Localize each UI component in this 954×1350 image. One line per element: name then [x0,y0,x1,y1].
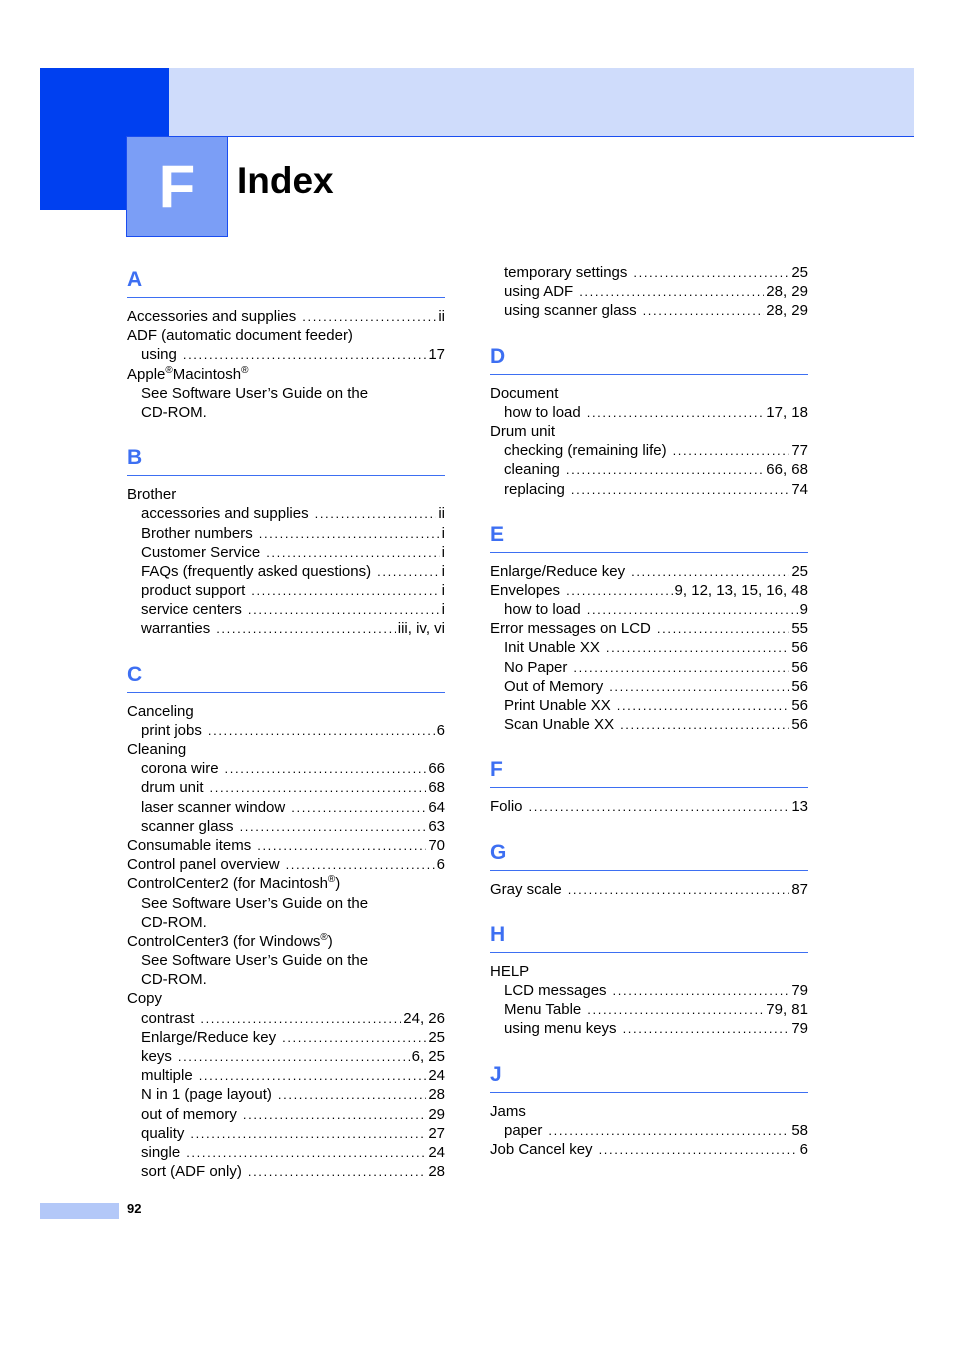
index-subentry [127,345,445,364]
dot-leader [186,1143,426,1162]
index-page-refs: i [441,543,445,561]
index-section-heading: C [127,658,445,693]
index-term: single [141,1143,181,1161]
dot-leader [633,263,789,282]
index-subentry [490,1121,808,1140]
index-term: Drum unit [490,422,556,440]
index-term: service centers [141,601,242,619]
index-page-refs: 87 [791,880,808,898]
index-entry [127,485,445,504]
index-term: using menu keys [504,1020,617,1038]
index-term: Gray scale [490,880,562,898]
index-column-right [490,263,808,1159]
section-spacer [490,734,808,753]
index-page-refs: 63 [428,817,445,835]
index-subentry [490,301,808,320]
index-term: HELP [490,962,530,980]
index-term: Print Unable XX [504,697,611,714]
index-term: temporary settings [504,264,628,281]
index-term: Accessories and supplies [127,308,297,325]
index-subentry [127,817,445,836]
index-subentry [127,543,445,562]
index-subentry [127,1028,445,1047]
index-term: See Software User’s Guide on the [141,384,369,402]
index-subentry [490,441,808,460]
dot-leader [377,562,440,581]
index-page-refs: 25 [428,1028,445,1046]
dot-leader [210,778,427,797]
index-entry [490,422,808,441]
index-page-refs: 28 [428,1163,445,1181]
index-term: quality [141,1124,185,1142]
index-subentry [127,581,445,600]
index-page-refs: 24, 26 [403,1009,445,1027]
index-page-refs: iii, iv, vi [397,620,445,638]
index-term: Document [490,384,559,402]
index-page-refs: 56 [791,716,808,734]
dot-leader [248,1162,426,1181]
index-subentry [127,1143,445,1162]
index-subentry [127,1085,445,1104]
page-title: Index [237,160,334,201]
index-term: how to load [504,601,581,619]
index-subentry [127,524,445,543]
index-subentry [127,600,445,619]
index-page-refs: 27 [428,1124,445,1142]
dot-leader [573,658,789,677]
index-term: drum unit [141,779,204,797]
index-term: Init Unable XX [504,639,600,657]
index-term: keys [141,1048,172,1065]
dot-leader [266,543,439,562]
dot-leader [216,619,396,638]
index-page-refs: 29 [428,1105,445,1123]
dot-leader [291,798,426,817]
index-subentry [127,759,445,778]
index-term: Jams [490,1102,526,1120]
index-subentry [490,677,808,696]
index-page-refs: 9 [799,601,808,619]
index-term: how to load [504,403,581,421]
dot-leader [571,480,789,499]
index-term: CD-ROM. [141,913,207,931]
index-entry [127,326,445,345]
footer-bar [40,1203,119,1219]
dot-leader [200,1009,401,1028]
index-term: Out of Memory [504,677,604,695]
index-term: using scanner glass [504,302,637,320]
index-entry [490,797,808,816]
index-term: out of memory [141,1105,237,1123]
index-section-heading: F [490,753,808,788]
index-subentry [127,403,445,422]
section-spacer [127,422,445,441]
index-page-refs: 56 [791,677,808,695]
index-page-refs: 70 [428,836,445,854]
index-term: Error messages on LCD [490,620,651,638]
index-page-refs: 79 [791,981,808,999]
section-spacer [490,321,808,340]
index-section-heading: B [127,441,445,476]
index-page-refs: 66, 68 [766,461,808,479]
index-term: paper [504,1121,543,1139]
index-entry [127,702,445,721]
dot-leader [606,638,789,657]
index-page-refs: i [441,601,445,619]
index-subentry [127,1047,445,1066]
dot-leader [617,696,790,715]
index-term: replacing [504,480,565,498]
index-term: Apple®Macintosh® [127,364,249,383]
dot-leader [257,836,426,855]
section-spacer [127,639,445,658]
index-subentry [490,658,808,677]
dot-leader [199,1066,427,1085]
index-term: Scan Unable XX [504,716,615,734]
index-entry [490,562,808,581]
index-subentry [490,638,808,657]
index-entry [490,581,808,600]
index-page-refs: i [441,524,445,542]
index-section-heading: G [490,836,808,871]
index-page-refs: 6 [799,1140,808,1158]
index-entry [127,307,445,326]
dot-leader [282,1028,426,1047]
index-term: using ADF [504,283,574,301]
dot-leader [251,581,439,600]
index-section-heading: D [490,340,808,375]
index-term: See Software User’s Guide on the [141,952,369,970]
index-page-refs: 68 [428,779,445,797]
index-term: cleaning [504,461,560,479]
index-subentry [127,798,445,817]
index-term: ADF (automatic document feeder) [127,327,353,345]
index-subentry [490,403,808,422]
dot-leader [529,797,790,816]
dot-leader [278,1085,426,1104]
index-term: Job Cancel key [490,1140,593,1158]
index-page-refs: 56 [791,658,808,676]
index-page-refs: 77 [791,442,808,460]
index-page-refs: ii [438,505,445,523]
index-page-refs: 25 [791,562,808,580]
index-term: See Software User’s Guide on the [141,894,369,912]
index-term: using [141,346,177,364]
dot-leader [643,301,765,320]
index-term: Cleaning [127,741,187,758]
index-term: No Paper [504,658,568,676]
chapter-letter: F [126,136,228,237]
index-subentry [127,504,445,523]
index-term: N in 1 (page layout) [141,1086,272,1104]
dot-leader [566,581,672,600]
index-page-refs: 56 [791,697,808,714]
dot-leader [178,1047,410,1066]
index-subentry [490,696,808,715]
index-subentry [127,778,445,797]
dot-leader [587,1000,764,1019]
index-entry [490,1140,808,1159]
index-entry [490,962,808,981]
dot-leader [225,759,427,778]
index-term: CD-ROM. [141,971,207,989]
index-term: FAQs (frequently asked questions) [141,562,372,580]
index-page-refs: 74 [791,480,808,498]
index-term: Copy [127,990,163,1008]
dot-leader [248,600,440,619]
index-page-refs: 28 [428,1086,445,1104]
index-term: Brother [127,486,177,504]
index-column-left [127,263,445,1181]
dot-leader [587,403,765,422]
dot-leader [613,981,790,1000]
index-entry [127,855,445,874]
index-entry [490,384,808,403]
index-section-heading: A [127,263,445,298]
index-page-refs: 28, 29 [766,283,808,301]
dot-leader [286,855,435,874]
index-entry [127,932,445,951]
index-page-refs: 24 [428,1067,445,1085]
index-subentry [490,981,808,1000]
index-subentry [490,1019,808,1038]
index-page-refs: 79, 81 [766,1001,808,1019]
index-term: Brother numbers [141,524,253,542]
index-entry [127,874,445,893]
index-section-heading: H [490,918,808,953]
index-term: Canceling [127,702,194,720]
index-section-heading: J [490,1058,808,1093]
index-page-refs: 9, 12, 13, 15, 16, 48 [674,581,808,599]
index-term: warranties [141,620,211,638]
index-subentry [490,1000,808,1019]
dot-leader [657,619,789,638]
index-page-refs: 64 [428,798,445,816]
dot-leader [631,562,789,581]
index-term: Folio [490,798,523,816]
index-subentry [127,913,445,932]
dot-leader [620,715,789,734]
dot-leader [673,441,790,460]
index-section-heading: E [490,518,808,553]
index-term: Enlarge/Reduce key [141,1028,277,1046]
dot-leader [190,1124,426,1143]
index-subentry [127,951,445,970]
dot-leader [259,524,440,543]
index-term: accessories and supplies [141,505,309,523]
index-term: sort (ADF only) [141,1163,242,1181]
index-term: print jobs [141,721,202,739]
dot-leader [587,600,798,619]
index-term: ControlCenter3 (for Windows®) [127,931,333,950]
index-page-refs: 6 [436,856,445,874]
index-term: Envelopes [490,581,561,599]
dot-leader [240,817,427,836]
index-subentry [490,600,808,619]
index-subentry [127,562,445,581]
index-subentry [127,1066,445,1085]
index-term: ControlCenter2 (for Macintosh®) [127,874,341,893]
index-subentry [127,721,445,740]
index-term: LCD messages [504,981,607,999]
index-page-refs: 66 [428,760,445,778]
index-page-refs: i [441,582,445,600]
index-term: contrast [141,1009,195,1027]
dot-leader [579,282,764,301]
dot-leader [548,1121,789,1140]
index-subentry [127,970,445,989]
index-page-refs: 17 [428,346,445,364]
index-entry [490,619,808,638]
index-subentry [127,894,445,913]
index-term: Enlarge/Reduce key [490,562,626,580]
index-subentry [127,384,445,403]
index-page-refs: 24 [428,1143,445,1161]
index-term: Menu Table [504,1001,582,1019]
index-term: corona wire [141,760,219,778]
index-subentry [490,460,808,479]
index-page-refs: 25 [791,264,808,281]
index-term: product support [141,582,246,600]
index-term: scanner glass [141,817,234,835]
index-entry [490,880,808,899]
index-term: CD-ROM. [141,403,207,421]
index-term: Consumable items [127,836,252,854]
dot-leader [183,345,426,364]
index-term: laser scanner window [141,798,286,816]
index-entry [127,365,445,384]
section-spacer [490,899,808,918]
dot-leader [566,460,764,479]
index-subentry [490,480,808,499]
index-entry [490,1102,808,1121]
index-subentry [127,1105,445,1124]
index-subentry [490,715,808,734]
index-subentry [127,1009,445,1028]
index-term: multiple [141,1067,193,1085]
dot-leader [315,504,437,523]
index-page-refs: 28, 29 [766,302,808,320]
section-spacer [490,817,808,836]
dot-leader [302,307,436,326]
index-page-refs: 55 [791,620,808,638]
index-term: Customer Service [141,543,261,561]
index-page-refs: 13 [791,798,808,816]
index-page-refs: 6, 25 [411,1048,445,1065]
index-page-refs: 6 [436,721,445,739]
section-spacer [490,1039,808,1058]
index-subentry [490,282,808,301]
index-page-refs: i [441,562,445,580]
page-number: 92 [127,1201,142,1216]
index-term: Control panel overview [127,856,280,874]
index-entry [127,836,445,855]
section-spacer [490,499,808,518]
index-page-refs: 56 [791,639,808,657]
dot-leader [568,880,790,899]
index-subentry [490,263,808,282]
dot-leader [623,1019,790,1038]
index-page-refs: 58 [791,1121,808,1139]
index-page-refs: 79 [791,1020,808,1038]
index-page-refs: 17, 18 [766,403,808,421]
dot-leader [208,721,435,740]
index-entry [127,740,445,759]
index-page-refs: ii [438,308,445,325]
dot-leader [599,1140,798,1159]
header-band [169,68,914,137]
index-subentry [127,619,445,638]
index-subentry [127,1162,445,1181]
index-entry [127,989,445,1008]
index-term: checking (remaining life) [504,442,667,460]
dot-leader [609,677,789,696]
index-subentry [127,1124,445,1143]
dot-leader [243,1105,426,1124]
